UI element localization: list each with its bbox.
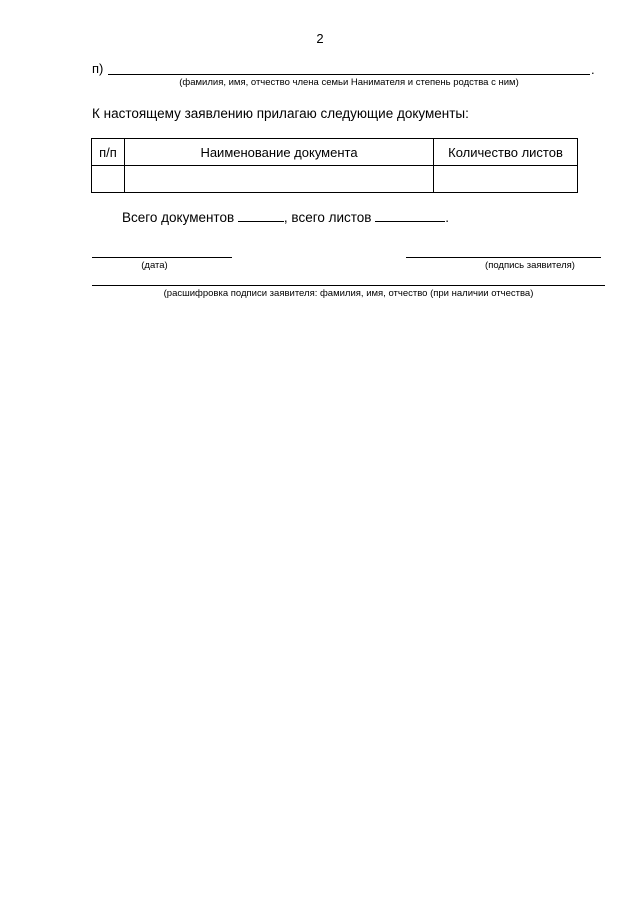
signature-decode-line[interactable] (92, 285, 605, 286)
total-documents-blank[interactable] (238, 209, 284, 222)
total-documents-label: Всего документов (122, 210, 235, 225)
documents-table (91, 138, 578, 193)
cell-number[interactable] (92, 166, 125, 193)
signature-decode-caption: (расшифровка подписи заявителя: фамилия, имя, отчество (при наличии отчества) (163, 288, 534, 299)
total-sheets-label: , всего листов (283, 210, 372, 225)
signature-caption: (подпись заявителя) (485, 260, 575, 271)
family-member-caption: (фамилия, имя, отчество члена семьи Нанимателя и степень родства с ним) (179, 77, 519, 88)
table-header-row (92, 139, 578, 166)
item-end-punct: . (591, 62, 595, 77)
date-line[interactable] (92, 257, 232, 258)
date-caption: (дата) (141, 260, 168, 271)
totals-end-punct: . (445, 210, 449, 225)
family-member-input-line[interactable] (108, 74, 590, 75)
documents-intro: К настоящему заявлению прилагаю следующие документы: (92, 106, 469, 121)
item-marker: п) (92, 61, 104, 76)
cell-document-name[interactable] (125, 166, 434, 193)
cell-sheet-count[interactable] (434, 166, 578, 193)
header-document-name: Наименование документа (125, 139, 434, 166)
header-sheet-count: Количество листов (434, 139, 578, 166)
total-sheets-blank[interactable] (375, 209, 445, 222)
header-number: п/п (92, 139, 125, 166)
totals-line (122, 209, 449, 225)
table-row (92, 166, 578, 193)
signature-line[interactable] (406, 257, 601, 258)
page-number: 2 (316, 31, 324, 46)
